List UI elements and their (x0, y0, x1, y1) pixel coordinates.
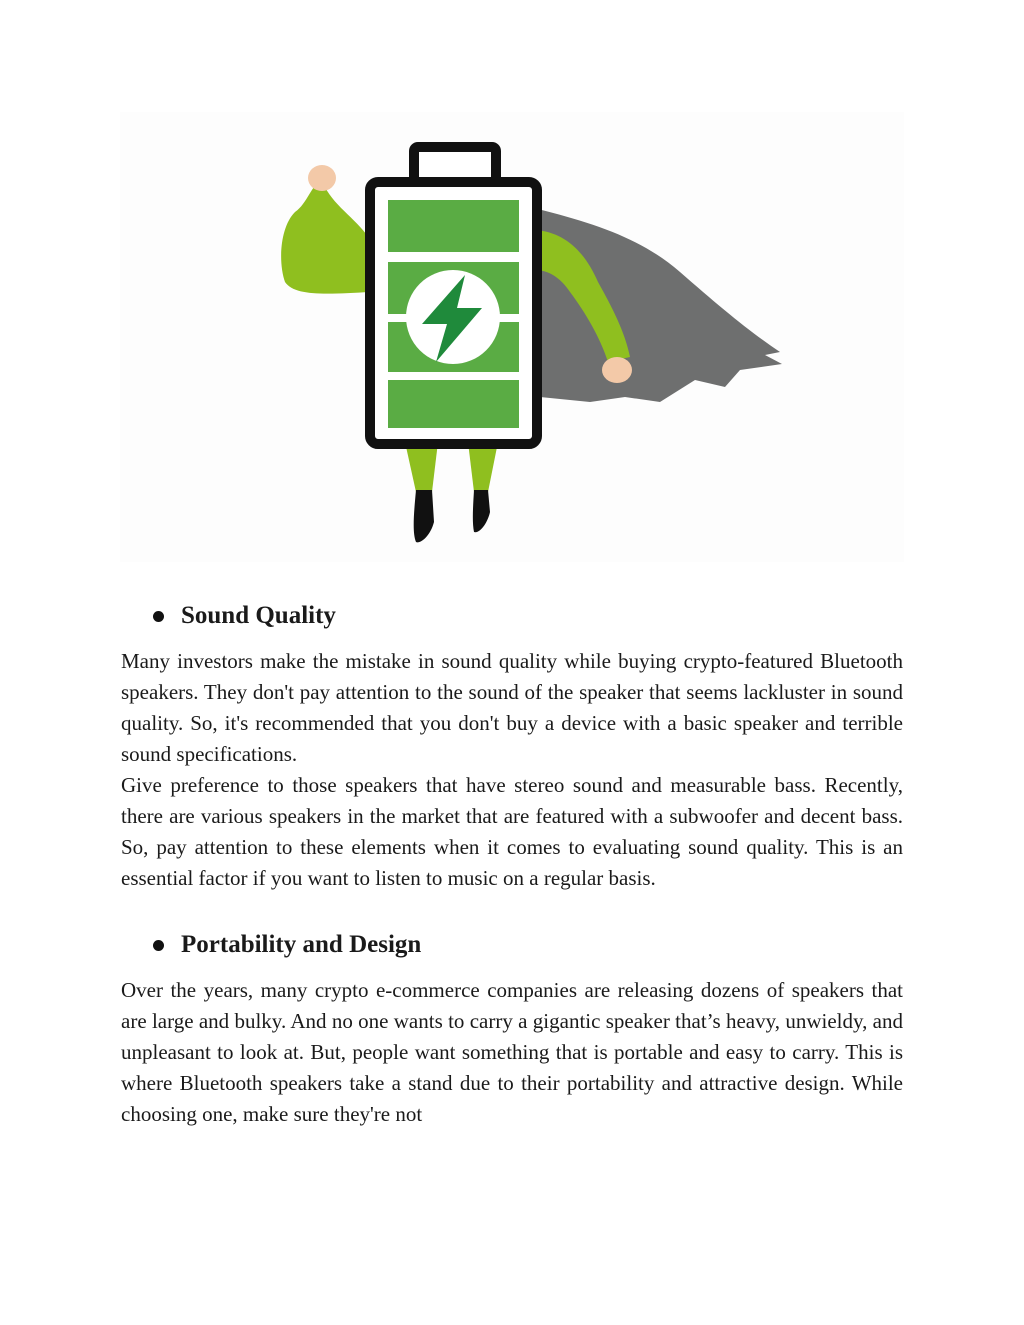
battery-cell-4 (388, 380, 519, 428)
left-boot (414, 490, 434, 542)
section-heading-text: Sound Quality (181, 602, 336, 629)
left-leg (405, 442, 438, 492)
right-leg (468, 442, 498, 492)
right-boot (473, 490, 490, 532)
illustration-svg (120, 112, 904, 562)
section-heading-text: Portability and Design (181, 931, 422, 958)
section-heading-portability-design (121, 925, 903, 965)
right-fist (602, 357, 632, 383)
superhero-battery-illustration (120, 112, 904, 562)
paragraph: Give preference to those speakers that have stereo sound and measurable bass. Recently, there are various speakers in the market that are featured with a subwoofer and decent bass. So, pay attention to these elements when it comes to evaluating sound quality. This is an essential factor if you want to listen to music on a regular basis. (121, 773, 903, 890)
paragraph: Over the years, many crypto e-commerce companies are releasing dozens of speakers that are large and bulky. And no one wants to carry a gigantic speaker that’s heavy, unwieldy, and unpleasant to look at. But, people want something that is portable and easy to carry. This is where Bluetooth speakers take a stand due to their portability and attractive design. While choosing one, make sure they're not (121, 978, 903, 1126)
left-fist (308, 165, 336, 191)
battery-cell-1 (388, 200, 519, 252)
bullet-icon (153, 611, 164, 622)
paragraph: Many investors make the mistake in sound quality while buying crypto-featured Bluetooth speakers. They don't pay attention to the sound of the speaker that seems lackluster in sound quality. So, it's recommended that you don't buy a device with a basic speaker and terrible sound specifications. (121, 649, 903, 766)
section-heading-sound-quality (121, 596, 903, 636)
cape (530, 207, 782, 402)
article-content (121, 596, 903, 1130)
left-arm (281, 183, 370, 294)
bullet-icon (153, 940, 164, 951)
